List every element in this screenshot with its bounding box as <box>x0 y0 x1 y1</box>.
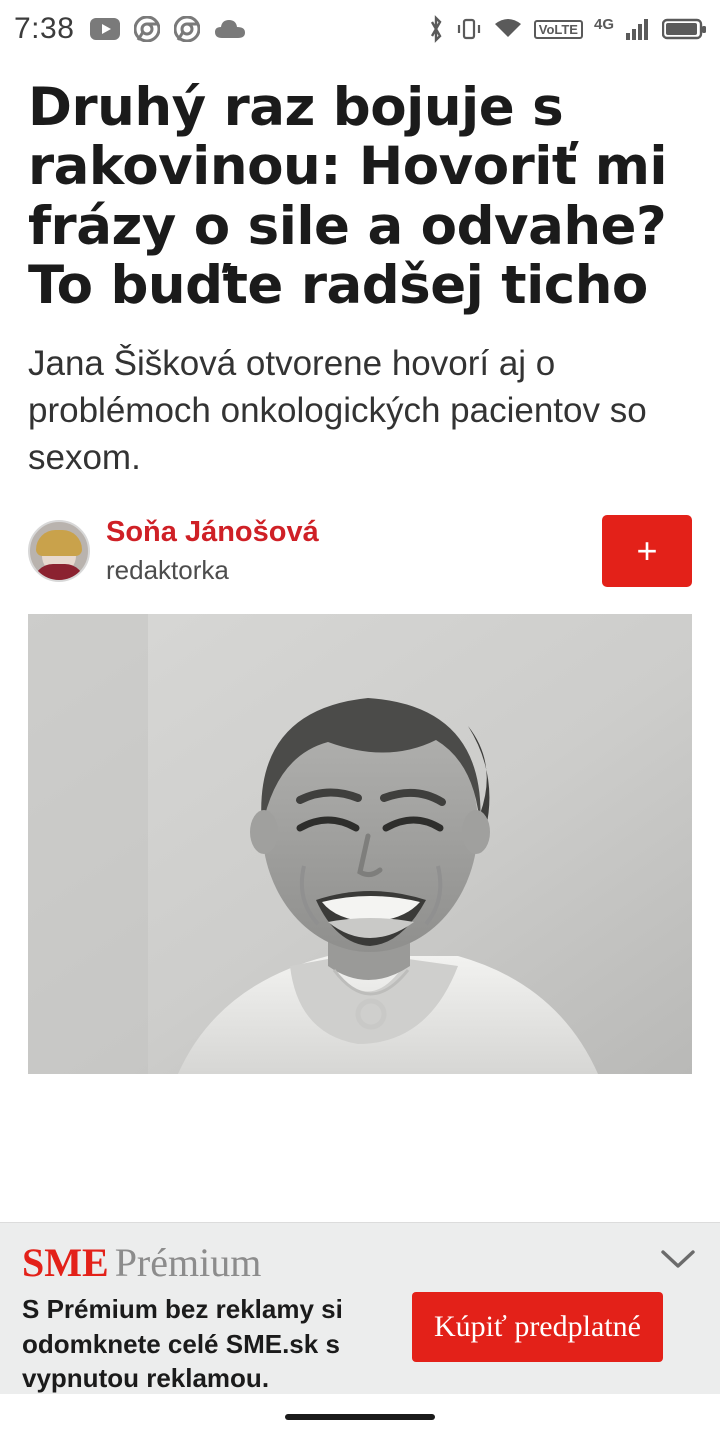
article-hero-photo[interactable] <box>28 614 692 1074</box>
volte-icon: VoLTE <box>534 20 583 39</box>
brand-premium-label: Prémium <box>114 1240 262 1285</box>
cloud-icon <box>214 18 246 40</box>
premium-header <box>22 1239 698 1286</box>
author-role: redaktorka <box>106 554 229 585</box>
buy-subscription-button[interactable]: Kúpiť predplatné <box>412 1292 663 1362</box>
author-name[interactable]: Soňa Jánošová <box>106 516 319 549</box>
chrome-icon <box>174 16 200 42</box>
avatar[interactable] <box>28 520 90 582</box>
author-row <box>28 515 692 588</box>
wifi-icon <box>493 17 523 41</box>
signal-icon <box>625 17 651 41</box>
home-gesture-pill[interactable] <box>285 1414 435 1420</box>
status-notification-icons <box>90 16 426 42</box>
status-bar <box>0 0 720 58</box>
bluetooth-icon <box>427 15 445 43</box>
system-navigation-bar <box>0 1394 720 1440</box>
status-system-icons <box>427 15 706 43</box>
premium-brand <box>22 1239 658 1286</box>
article-headline: Druhý raz bojuje s rakovinou: Hovoriť mi frázy o sile a odvahe? To buďte radšej ticho <box>28 77 668 317</box>
status-clock: 7:38 <box>14 12 75 45</box>
chrome-icon <box>134 16 160 42</box>
author-text <box>106 515 602 588</box>
premium-message: S Prémium bez reklamy si odomknete celé SME.sk s vypnutou reklamou. <box>22 1294 343 1394</box>
avatar-shirt <box>33 564 85 582</box>
hero-photo-graphic <box>28 614 692 1074</box>
avatar-hair <box>36 530 82 556</box>
article-perex: Jana Šišková otvorene hovorí aj o problémoch onkologických pacientov so sexom. <box>28 344 647 477</box>
network-type-label: 4G <box>593 16 614 33</box>
premium-body <box>22 1292 698 1396</box>
brand-sme-label: SME <box>22 1240 109 1285</box>
youtube-icon <box>90 18 120 40</box>
premium-promo-bar <box>0 1222 720 1394</box>
chevron-down-icon[interactable] <box>658 1239 698 1279</box>
follow-author-button[interactable]: + <box>602 515 692 587</box>
vibrate-icon <box>456 16 482 42</box>
battery-icon <box>662 17 706 41</box>
